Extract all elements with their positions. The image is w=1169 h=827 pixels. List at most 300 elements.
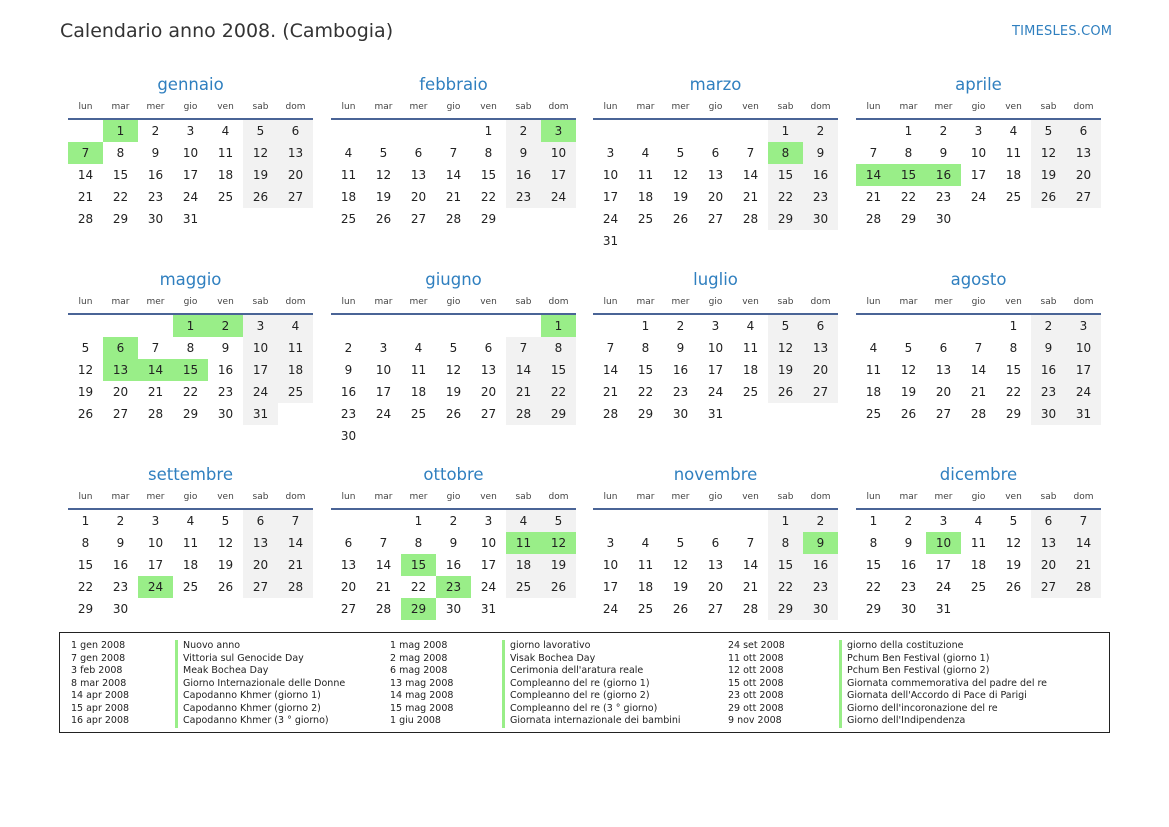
day-cell[interactable]: 27 bbox=[278, 186, 313, 208]
day-cell[interactable]: 17 bbox=[541, 164, 576, 186]
day-cell[interactable]: 22 bbox=[182, 385, 199, 399]
day-cell[interactable]: 17 bbox=[602, 580, 619, 594]
day-cell[interactable]: 24 bbox=[480, 580, 497, 594]
day-cell[interactable]: 2 bbox=[344, 341, 353, 355]
holiday-day-cell[interactable]: 11 bbox=[506, 532, 541, 554]
day-cell[interactable]: 9 bbox=[116, 536, 125, 550]
day-cell[interactable]: 20 bbox=[480, 385, 497, 399]
day-cell[interactable]: 26 bbox=[900, 407, 917, 421]
day-cell[interactable]: 27 bbox=[1031, 576, 1066, 598]
day-cell[interactable]: 29 bbox=[900, 212, 917, 226]
day-cell[interactable]: 31 bbox=[182, 212, 199, 226]
day-cell[interactable]: 11 bbox=[742, 341, 759, 355]
day-cell[interactable]: 22 bbox=[410, 580, 427, 594]
day-cell[interactable]: 2 bbox=[506, 120, 541, 142]
day-cell[interactable]: 24 bbox=[182, 190, 199, 204]
day-cell[interactable]: 27 bbox=[340, 602, 357, 616]
day-cell[interactable]: 27 bbox=[1066, 186, 1101, 208]
day-cell[interactable]: 25 bbox=[217, 190, 234, 204]
day-cell[interactable]: 22 bbox=[768, 576, 803, 598]
holiday-day-cell[interactable]: 23 bbox=[436, 576, 471, 598]
day-cell[interactable]: 5 bbox=[768, 315, 803, 337]
holiday-day-cell[interactable]: 9 bbox=[803, 532, 838, 554]
day-cell[interactable]: 1 bbox=[768, 510, 803, 532]
day-cell[interactable]: 17 bbox=[1066, 359, 1101, 381]
day-cell[interactable]: 8 bbox=[414, 536, 423, 550]
day-cell[interactable]: 5 bbox=[1009, 514, 1018, 528]
day-cell[interactable]: 8 bbox=[641, 341, 650, 355]
day-cell[interactable]: 3 bbox=[151, 514, 160, 528]
day-cell[interactable]: 16 bbox=[340, 385, 357, 399]
day-cell[interactable]: 17 bbox=[602, 190, 619, 204]
day-cell[interactable]: 31 bbox=[707, 407, 724, 421]
day-cell[interactable]: 22 bbox=[1005, 385, 1022, 399]
day-cell[interactable]: 18 bbox=[217, 168, 234, 182]
day-cell[interactable]: 28 bbox=[602, 407, 619, 421]
holiday-day-cell[interactable]: 29 bbox=[401, 598, 436, 620]
day-cell[interactable]: 1 bbox=[904, 124, 913, 138]
day-cell[interactable]: 3 bbox=[186, 124, 195, 138]
day-cell[interactable]: 25 bbox=[1005, 190, 1022, 204]
day-cell[interactable]: 10 bbox=[1066, 337, 1101, 359]
day-cell[interactable]: 17 bbox=[243, 359, 278, 381]
day-cell[interactable]: 10 bbox=[243, 337, 278, 359]
day-cell[interactable]: 27 bbox=[707, 212, 724, 226]
day-cell[interactable]: 9 bbox=[1031, 337, 1066, 359]
day-cell[interactable]: 22 bbox=[865, 580, 882, 594]
day-cell[interactable]: 16 bbox=[506, 164, 541, 186]
day-cell[interactable]: 23 bbox=[803, 576, 838, 598]
day-cell[interactable]: 6 bbox=[1031, 510, 1066, 532]
day-cell[interactable]: 29 bbox=[865, 602, 882, 616]
day-cell[interactable]: 21 bbox=[375, 580, 392, 594]
day-cell[interactable]: 3 bbox=[379, 341, 388, 355]
day-cell[interactable]: 24 bbox=[375, 407, 392, 421]
day-cell[interactable]: 20 bbox=[410, 190, 427, 204]
day-cell[interactable]: 31 bbox=[1066, 403, 1101, 425]
day-cell[interactable]: 21 bbox=[742, 580, 759, 594]
day-cell[interactable]: 26 bbox=[672, 602, 689, 616]
day-cell[interactable]: 1 bbox=[484, 124, 493, 138]
day-cell[interactable]: 28 bbox=[742, 602, 759, 616]
day-cell[interactable]: 30 bbox=[112, 602, 129, 616]
day-cell[interactable]: 14 bbox=[77, 168, 94, 182]
day-cell[interactable]: 20 bbox=[243, 554, 278, 576]
day-cell[interactable]: 28 bbox=[375, 602, 392, 616]
day-cell[interactable]: 5 bbox=[81, 341, 90, 355]
holiday-day-cell[interactable]: 14 bbox=[856, 164, 891, 186]
day-cell[interactable]: 19 bbox=[77, 385, 94, 399]
holiday-day-cell[interactable]: 8 bbox=[768, 142, 803, 164]
day-cell[interactable]: 1 bbox=[414, 514, 423, 528]
holiday-day-cell[interactable]: 1 bbox=[173, 315, 208, 337]
day-cell[interactable]: 26 bbox=[217, 580, 234, 594]
day-cell[interactable]: 7 bbox=[449, 146, 458, 160]
day-cell[interactable]: 24 bbox=[602, 212, 619, 226]
day-cell[interactable]: 24 bbox=[1066, 381, 1101, 403]
day-cell[interactable]: 4 bbox=[221, 124, 230, 138]
day-cell[interactable]: 7 bbox=[151, 341, 160, 355]
day-cell[interactable]: 11 bbox=[637, 168, 654, 182]
day-cell[interactable]: 30 bbox=[803, 598, 838, 620]
day-cell[interactable]: 6 bbox=[243, 510, 278, 532]
day-cell[interactable]: 3 bbox=[606, 146, 615, 160]
day-cell[interactable]: 22 bbox=[480, 190, 497, 204]
day-cell[interactable]: 11 bbox=[970, 536, 987, 550]
day-cell[interactable]: 4 bbox=[746, 319, 755, 333]
day-cell[interactable]: 13 bbox=[278, 142, 313, 164]
day-cell[interactable]: 23 bbox=[147, 190, 164, 204]
day-cell[interactable]: 26 bbox=[541, 576, 576, 598]
day-cell[interactable]: 14 bbox=[742, 558, 759, 572]
day-cell[interactable]: 7 bbox=[746, 536, 755, 550]
holiday-day-cell[interactable]: 14 bbox=[138, 359, 173, 381]
day-cell[interactable]: 23 bbox=[803, 186, 838, 208]
day-cell[interactable]: 3 bbox=[243, 315, 278, 337]
day-cell[interactable]: 15 bbox=[637, 363, 654, 377]
day-cell[interactable]: 8 bbox=[1009, 341, 1018, 355]
day-cell[interactable]: 6 bbox=[484, 341, 493, 355]
day-cell[interactable]: 3 bbox=[606, 536, 615, 550]
day-cell[interactable]: 13 bbox=[803, 337, 838, 359]
day-cell[interactable]: 12 bbox=[900, 363, 917, 377]
day-cell[interactable]: 23 bbox=[900, 580, 917, 594]
day-cell[interactable]: 10 bbox=[541, 142, 576, 164]
day-cell[interactable]: 8 bbox=[904, 146, 913, 160]
holiday-day-cell[interactable]: 15 bbox=[401, 554, 436, 576]
day-cell[interactable]: 10 bbox=[375, 363, 392, 377]
day-cell[interactable]: 13 bbox=[707, 168, 724, 182]
day-cell[interactable]: 6 bbox=[711, 536, 720, 550]
day-cell[interactable]: 30 bbox=[217, 407, 234, 421]
day-cell[interactable]: 28 bbox=[742, 212, 759, 226]
day-cell[interactable]: 23 bbox=[935, 190, 952, 204]
day-cell[interactable]: 22 bbox=[77, 580, 94, 594]
day-cell[interactable]: 2 bbox=[939, 124, 948, 138]
day-cell[interactable]: 14 bbox=[506, 359, 541, 381]
day-cell[interactable]: 26 bbox=[243, 186, 278, 208]
day-cell[interactable]: 12 bbox=[445, 363, 462, 377]
day-cell[interactable]: 19 bbox=[445, 385, 462, 399]
day-cell[interactable]: 8 bbox=[81, 536, 90, 550]
day-cell[interactable]: 20 bbox=[112, 385, 129, 399]
day-cell[interactable]: 28 bbox=[506, 403, 541, 425]
day-cell[interactable]: 26 bbox=[672, 212, 689, 226]
day-cell[interactable]: 2 bbox=[151, 124, 160, 138]
brand-link[interactable]: TIMESLES.COM bbox=[1012, 24, 1113, 39]
day-cell[interactable]: 3 bbox=[974, 124, 983, 138]
day-cell[interactable]: 22 bbox=[637, 385, 654, 399]
day-cell[interactable]: 31 bbox=[243, 403, 278, 425]
day-cell[interactable]: 2 bbox=[676, 319, 685, 333]
day-cell[interactable]: 20 bbox=[1031, 554, 1066, 576]
day-cell[interactable]: 17 bbox=[935, 558, 952, 572]
holiday-day-cell[interactable]: 10 bbox=[926, 532, 961, 554]
day-cell[interactable]: 5 bbox=[541, 510, 576, 532]
day-cell[interactable]: 3 bbox=[939, 514, 948, 528]
day-cell[interactable]: 25 bbox=[970, 580, 987, 594]
day-cell[interactable]: 21 bbox=[278, 554, 313, 576]
day-cell[interactable]: 4 bbox=[641, 536, 650, 550]
day-cell[interactable]: 21 bbox=[1066, 554, 1101, 576]
day-cell[interactable]: 24 bbox=[541, 186, 576, 208]
day-cell[interactable]: 19 bbox=[217, 558, 234, 572]
day-cell[interactable]: 11 bbox=[637, 558, 654, 572]
day-cell[interactable]: 2 bbox=[449, 514, 458, 528]
holiday-day-cell[interactable]: 6 bbox=[103, 337, 138, 359]
day-cell[interactable]: 23 bbox=[112, 580, 129, 594]
day-cell[interactable]: 12 bbox=[1005, 536, 1022, 550]
day-cell[interactable]: 24 bbox=[243, 381, 278, 403]
day-cell[interactable]: 10 bbox=[970, 146, 987, 160]
day-cell[interactable]: 21 bbox=[77, 190, 94, 204]
day-cell[interactable]: 18 bbox=[637, 190, 654, 204]
day-cell[interactable]: 4 bbox=[869, 341, 878, 355]
holiday-day-cell[interactable]: 2 bbox=[208, 315, 243, 337]
day-cell[interactable]: 8 bbox=[869, 536, 878, 550]
day-cell[interactable]: 16 bbox=[803, 164, 838, 186]
day-cell[interactable]: 28 bbox=[445, 212, 462, 226]
day-cell[interactable]: 18 bbox=[865, 385, 882, 399]
day-cell[interactable]: 26 bbox=[1005, 580, 1022, 594]
day-cell[interactable]: 9 bbox=[803, 142, 838, 164]
day-cell[interactable]: 7 bbox=[1066, 510, 1101, 532]
day-cell[interactable]: 22 bbox=[112, 190, 129, 204]
day-cell[interactable]: 26 bbox=[768, 381, 803, 403]
day-cell[interactable]: 9 bbox=[904, 536, 913, 550]
day-cell[interactable]: 10 bbox=[182, 146, 199, 160]
day-cell[interactable]: 11 bbox=[340, 168, 357, 182]
day-cell[interactable]: 10 bbox=[707, 341, 724, 355]
day-cell[interactable]: 2 bbox=[803, 120, 838, 142]
day-cell[interactable]: 9 bbox=[676, 341, 685, 355]
day-cell[interactable]: 20 bbox=[707, 190, 724, 204]
day-cell[interactable]: 18 bbox=[637, 580, 654, 594]
day-cell[interactable]: 18 bbox=[742, 363, 759, 377]
day-cell[interactable]: 26 bbox=[1031, 186, 1066, 208]
day-cell[interactable]: 11 bbox=[410, 363, 427, 377]
day-cell[interactable]: 9 bbox=[939, 146, 948, 160]
day-cell[interactable]: 10 bbox=[602, 558, 619, 572]
holiday-day-cell[interactable]: 24 bbox=[138, 576, 173, 598]
day-cell[interactable]: 9 bbox=[344, 363, 353, 377]
day-cell[interactable]: 5 bbox=[676, 536, 685, 550]
day-cell[interactable]: 13 bbox=[243, 532, 278, 554]
day-cell[interactable]: 18 bbox=[340, 190, 357, 204]
day-cell[interactable]: 5 bbox=[904, 341, 913, 355]
day-cell[interactable]: 25 bbox=[637, 212, 654, 226]
day-cell[interactable]: 29 bbox=[77, 602, 94, 616]
day-cell[interactable]: 18 bbox=[182, 558, 199, 572]
day-cell[interactable]: 1 bbox=[768, 120, 803, 142]
day-cell[interactable]: 18 bbox=[1005, 168, 1022, 182]
day-cell[interactable]: 28 bbox=[865, 212, 882, 226]
day-cell[interactable]: 5 bbox=[1031, 120, 1066, 142]
day-cell[interactable]: 1 bbox=[869, 514, 878, 528]
day-cell[interactable]: 27 bbox=[935, 407, 952, 421]
day-cell[interactable]: 30 bbox=[935, 212, 952, 226]
day-cell[interactable]: 16 bbox=[672, 363, 689, 377]
holiday-day-cell[interactable]: 15 bbox=[173, 359, 208, 381]
day-cell[interactable]: 17 bbox=[970, 168, 987, 182]
day-cell[interactable]: 20 bbox=[707, 580, 724, 594]
day-cell[interactable]: 30 bbox=[147, 212, 164, 226]
day-cell[interactable]: 28 bbox=[147, 407, 164, 421]
day-cell[interactable]: 24 bbox=[970, 190, 987, 204]
day-cell[interactable]: 9 bbox=[449, 536, 458, 550]
day-cell[interactable]: 19 bbox=[900, 385, 917, 399]
day-cell[interactable]: 21 bbox=[970, 385, 987, 399]
day-cell[interactable]: 30 bbox=[1031, 403, 1066, 425]
day-cell[interactable]: 10 bbox=[480, 536, 497, 550]
day-cell[interactable]: 4 bbox=[641, 146, 650, 160]
day-cell[interactable]: 16 bbox=[217, 363, 234, 377]
holiday-day-cell[interactable]: 16 bbox=[926, 164, 961, 186]
holiday-day-cell[interactable]: 13 bbox=[103, 359, 138, 381]
day-cell[interactable]: 18 bbox=[970, 558, 987, 572]
day-cell[interactable]: 6 bbox=[939, 341, 948, 355]
day-cell[interactable]: 19 bbox=[375, 190, 392, 204]
day-cell[interactable]: 15 bbox=[768, 554, 803, 576]
day-cell[interactable]: 14 bbox=[375, 558, 392, 572]
day-cell[interactable]: 13 bbox=[935, 363, 952, 377]
day-cell[interactable]: 14 bbox=[445, 168, 462, 182]
day-cell[interactable]: 7 bbox=[379, 536, 388, 550]
day-cell[interactable]: 20 bbox=[340, 580, 357, 594]
day-cell[interactable]: 29 bbox=[480, 212, 497, 226]
day-cell[interactable]: 27 bbox=[410, 212, 427, 226]
day-cell[interactable]: 4 bbox=[506, 510, 541, 532]
day-cell[interactable]: 10 bbox=[147, 536, 164, 550]
day-cell[interactable]: 30 bbox=[803, 208, 838, 230]
day-cell[interactable]: 27 bbox=[112, 407, 129, 421]
day-cell[interactable]: 23 bbox=[672, 385, 689, 399]
day-cell[interactable]: 9 bbox=[506, 142, 541, 164]
day-cell[interactable]: 14 bbox=[970, 363, 987, 377]
day-cell[interactable]: 1 bbox=[1009, 319, 1018, 333]
day-cell[interactable]: 8 bbox=[484, 146, 493, 160]
day-cell[interactable]: 17 bbox=[147, 558, 164, 572]
day-cell[interactable]: 17 bbox=[182, 168, 199, 182]
day-cell[interactable]: 11 bbox=[278, 337, 313, 359]
day-cell[interactable]: 3 bbox=[711, 319, 720, 333]
holiday-day-cell[interactable]: 12 bbox=[541, 532, 576, 554]
day-cell[interactable]: 4 bbox=[974, 514, 983, 528]
day-cell[interactable]: 29 bbox=[182, 407, 199, 421]
day-cell[interactable]: 8 bbox=[116, 146, 125, 160]
day-cell[interactable]: 24 bbox=[602, 602, 619, 616]
day-cell[interactable]: 8 bbox=[541, 337, 576, 359]
day-cell[interactable]: 12 bbox=[1031, 142, 1066, 164]
day-cell[interactable]: 1 bbox=[641, 319, 650, 333]
day-cell[interactable]: 29 bbox=[112, 212, 129, 226]
day-cell[interactable]: 19 bbox=[1005, 558, 1022, 572]
day-cell[interactable]: 12 bbox=[243, 142, 278, 164]
day-cell[interactable]: 7 bbox=[869, 146, 878, 160]
day-cell[interactable]: 31 bbox=[935, 602, 952, 616]
day-cell[interactable]: 8 bbox=[768, 532, 803, 554]
day-cell[interactable]: 20 bbox=[935, 385, 952, 399]
day-cell[interactable]: 4 bbox=[344, 146, 353, 160]
holiday-day-cell[interactable]: 1 bbox=[541, 315, 576, 337]
day-cell[interactable]: 2 bbox=[904, 514, 913, 528]
day-cell[interactable]: 4 bbox=[1009, 124, 1018, 138]
day-cell[interactable]: 4 bbox=[186, 514, 195, 528]
day-cell[interactable]: 17 bbox=[375, 385, 392, 399]
day-cell[interactable]: 2 bbox=[116, 514, 125, 528]
day-cell[interactable]: 11 bbox=[217, 146, 234, 160]
day-cell[interactable]: 5 bbox=[676, 146, 685, 160]
day-cell[interactable]: 7 bbox=[506, 337, 541, 359]
day-cell[interactable]: 21 bbox=[742, 190, 759, 204]
day-cell[interactable]: 6 bbox=[344, 536, 353, 550]
day-cell[interactable]: 15 bbox=[865, 558, 882, 572]
day-cell[interactable]: 15 bbox=[1005, 363, 1022, 377]
day-cell[interactable]: 21 bbox=[506, 381, 541, 403]
day-cell[interactable]: 13 bbox=[340, 558, 357, 572]
holiday-day-cell[interactable]: 1 bbox=[103, 120, 138, 142]
day-cell[interactable]: 14 bbox=[1066, 532, 1101, 554]
day-cell[interactable]: 4 bbox=[278, 315, 313, 337]
day-cell[interactable]: 19 bbox=[541, 554, 576, 576]
day-cell[interactable]: 25 bbox=[637, 602, 654, 616]
day-cell[interactable]: 30 bbox=[445, 602, 462, 616]
day-cell[interactable]: 12 bbox=[672, 558, 689, 572]
day-cell[interactable]: 13 bbox=[707, 558, 724, 572]
day-cell[interactable]: 1 bbox=[81, 514, 90, 528]
day-cell[interactable]: 28 bbox=[970, 407, 987, 421]
day-cell[interactable]: 19 bbox=[672, 580, 689, 594]
day-cell[interactable]: 17 bbox=[480, 558, 497, 572]
day-cell[interactable]: 12 bbox=[768, 337, 803, 359]
day-cell[interactable]: 16 bbox=[803, 554, 838, 576]
day-cell[interactable]: 17 bbox=[707, 363, 724, 377]
day-cell[interactable]: 11 bbox=[182, 536, 199, 550]
day-cell[interactable]: 28 bbox=[278, 576, 313, 598]
day-cell[interactable]: 7 bbox=[278, 510, 313, 532]
day-cell[interactable]: 29 bbox=[768, 208, 803, 230]
holiday-day-cell[interactable]: 3 bbox=[541, 120, 576, 142]
day-cell[interactable]: 26 bbox=[77, 407, 94, 421]
day-cell[interactable]: 5 bbox=[243, 120, 278, 142]
day-cell[interactable]: 16 bbox=[1031, 359, 1066, 381]
day-cell[interactable]: 15 bbox=[112, 168, 129, 182]
day-cell[interactable]: 19 bbox=[768, 359, 803, 381]
day-cell[interactable]: 15 bbox=[480, 168, 497, 182]
day-cell[interactable]: 16 bbox=[900, 558, 917, 572]
day-cell[interactable]: 24 bbox=[935, 580, 952, 594]
day-cell[interactable]: 20 bbox=[278, 164, 313, 186]
day-cell[interactable]: 29 bbox=[1005, 407, 1022, 421]
day-cell[interactable]: 24 bbox=[707, 385, 724, 399]
day-cell[interactable]: 15 bbox=[541, 359, 576, 381]
day-cell[interactable]: 6 bbox=[278, 120, 313, 142]
day-cell[interactable]: 13 bbox=[1066, 142, 1101, 164]
day-cell[interactable]: 7 bbox=[746, 146, 755, 160]
day-cell[interactable]: 6 bbox=[1066, 120, 1101, 142]
day-cell[interactable]: 28 bbox=[1066, 576, 1101, 598]
day-cell[interactable]: 21 bbox=[445, 190, 462, 204]
day-cell[interactable]: 5 bbox=[449, 341, 458, 355]
day-cell[interactable]: 2 bbox=[803, 510, 838, 532]
day-cell[interactable]: 6 bbox=[711, 146, 720, 160]
day-cell[interactable]: 16 bbox=[112, 558, 129, 572]
day-cell[interactable]: 26 bbox=[375, 212, 392, 226]
day-cell[interactable]: 3 bbox=[484, 514, 493, 528]
day-cell[interactable]: 29 bbox=[768, 598, 803, 620]
day-cell[interactable]: 21 bbox=[147, 385, 164, 399]
day-cell[interactable]: 23 bbox=[217, 385, 234, 399]
